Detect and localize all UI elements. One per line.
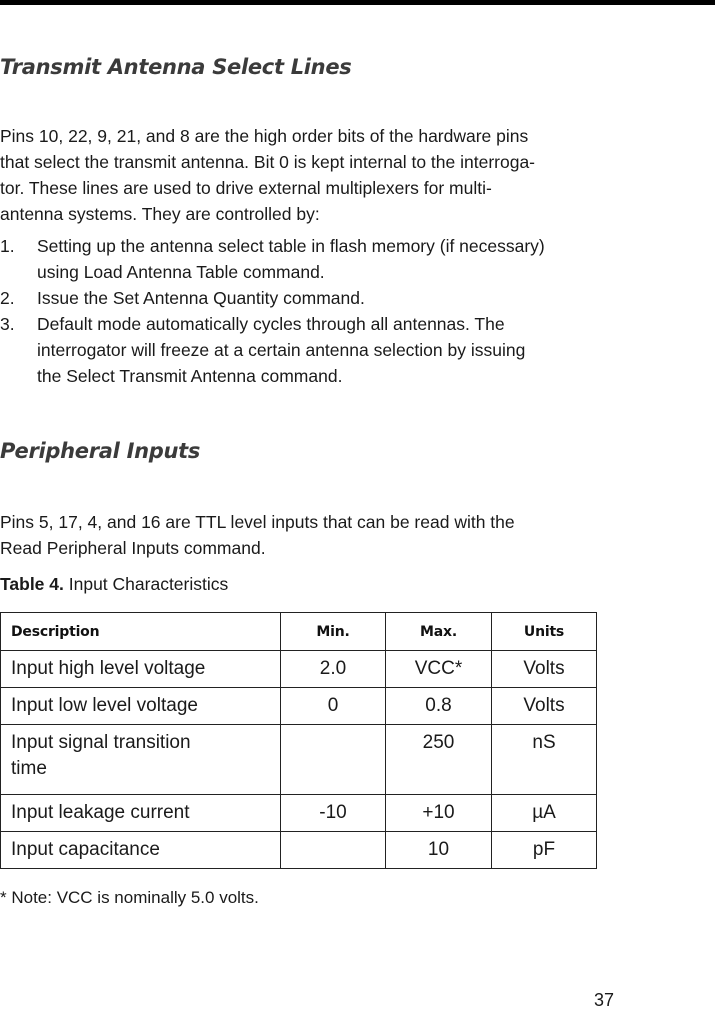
input-characteristics-table [0, 612, 597, 869]
cell-description: Input high level voltage [1, 651, 281, 688]
page-number: 37 [594, 990, 615, 1010]
paragraph-line: tor. These lines are used to drive external multiplexers for multi- [0, 178, 492, 198]
table-row [1, 688, 597, 725]
cell-max: +10 [386, 795, 492, 832]
table-header-row [1, 613, 597, 651]
list-item [0, 311, 615, 389]
table-caption-text: Input Characteristics [68, 574, 229, 594]
list-item-number: 3. [0, 314, 15, 334]
column-header-description: Description [1, 613, 281, 651]
list-item [0, 233, 615, 285]
list-item-line: Default mode automatically cycles through all antennas. The [37, 314, 505, 334]
cell-min: 2.0 [281, 651, 386, 688]
table-row [1, 832, 597, 869]
paragraph-line: Pins 5, 17, 4, and 16 are TTL level inputs that can be read with the [0, 512, 515, 532]
column-header-units: Units [492, 613, 597, 651]
column-header-max: Max. [386, 613, 492, 651]
paragraph-line: Read Peripheral Inputs command. [0, 538, 266, 558]
table-caption [0, 571, 228, 597]
section-heading-peripheral-inputs: Peripheral Inputs [0, 439, 201, 463]
cell-description: Input low level voltage [1, 688, 281, 725]
cell-max: 0.8 [386, 688, 492, 725]
cell-max: VCC* [386, 651, 492, 688]
transmit-antenna-paragraph [0, 123, 615, 227]
cell-units: µA [492, 795, 597, 832]
cell-description: Input capacitance [1, 832, 281, 869]
paragraph-line: antenna systems. They are controlled by: [0, 204, 320, 224]
list-item-number: 2. [0, 288, 15, 308]
cell-units: Volts [492, 688, 597, 725]
list-item-line: using Load Antenna Table command. [37, 262, 325, 282]
control-steps-list [0, 233, 615, 389]
table-row [1, 795, 597, 832]
list-item [0, 285, 615, 311]
table-caption-label: Table 4. [0, 574, 64, 594]
cell-description: Input signal transition time [1, 725, 281, 795]
cell-description: Input leakage current [1, 795, 281, 832]
cell-max: 10 [386, 832, 492, 869]
list-item-line: Issue the Set Antenna Quantity command. [37, 288, 365, 308]
cell-units: Volts [492, 651, 597, 688]
paragraph-line: that select the transmit antenna. Bit 0 is kept internal to the interroga- [0, 152, 536, 172]
cell-min: 0 [281, 688, 386, 725]
peripheral-inputs-paragraph [0, 509, 615, 561]
footnote: * Note: VCC is nominally 5.0 volts. [0, 888, 259, 907]
cell-units: pF [492, 832, 597, 869]
top-rule [0, 0, 715, 5]
cell-min [281, 725, 386, 795]
section-heading-transmit-antenna: Transmit Antenna Select Lines [0, 55, 352, 79]
cell-min [281, 832, 386, 869]
table-row [1, 725, 597, 795]
list-item-line: the Select Transmit Antenna command. [37, 366, 343, 386]
cell-units: nS [492, 725, 597, 795]
list-item-line: interrogator will freeze at a certain antenna selection by issuing [37, 340, 526, 360]
cell-min: -10 [281, 795, 386, 832]
table-row [1, 651, 597, 688]
list-item-line: Setting up the antenna select table in flash memory (if necessary) [37, 236, 545, 256]
list-item-number: 1. [0, 236, 15, 256]
paragraph-line: Pins 10, 22, 9, 21, and 8 are the high order bits of the hardware pins [0, 126, 529, 146]
column-header-min: Min. [281, 613, 386, 651]
cell-max: 250 [386, 725, 492, 795]
